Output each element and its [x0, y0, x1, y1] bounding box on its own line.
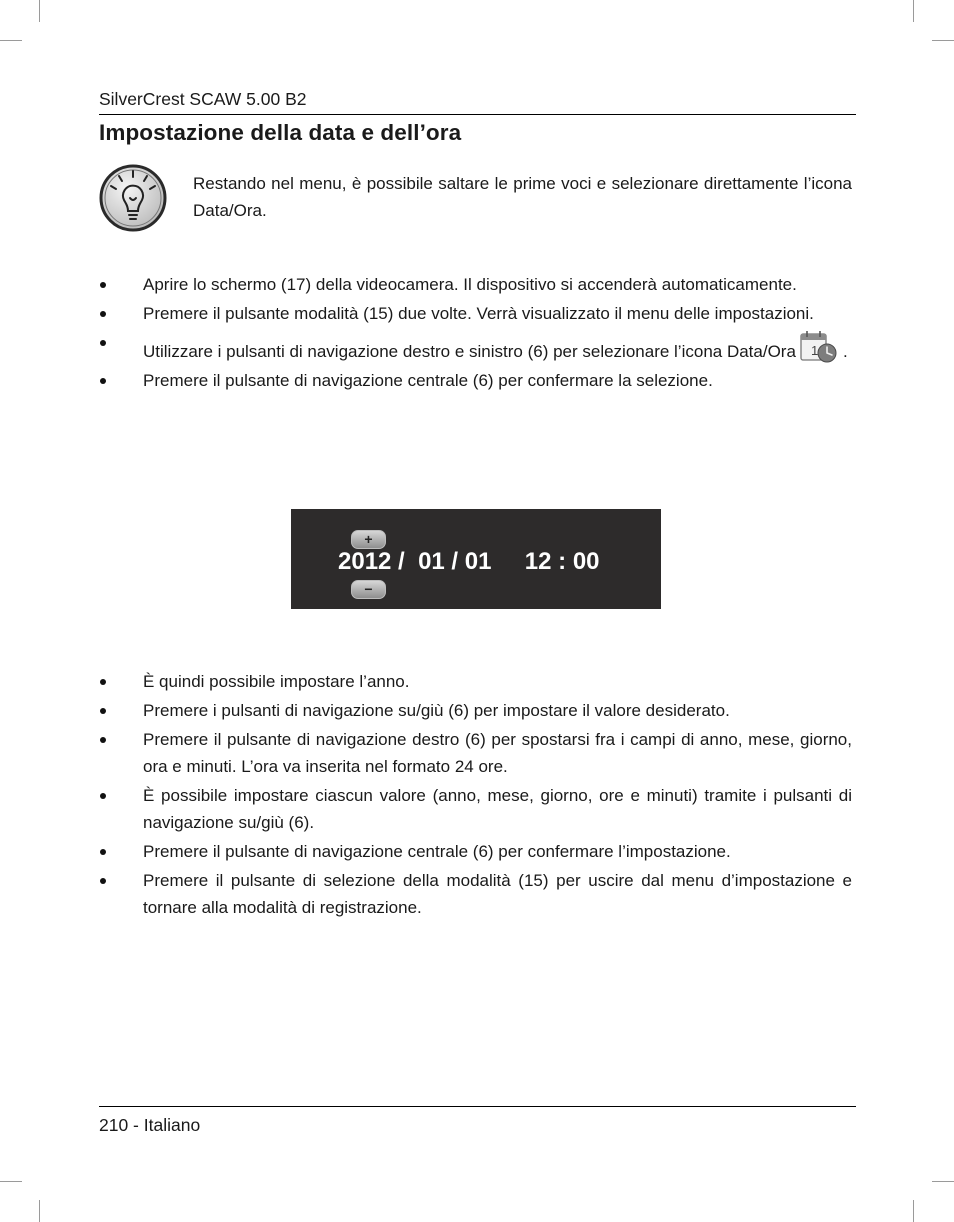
tip-text: Restando nel menu, è possibile saltare le prime voci e selezionare direttamente l’icona Data/Ora. — [193, 174, 852, 220]
list-item — [99, 300, 852, 327]
crop-mark — [0, 40, 22, 41]
list-item — [99, 782, 852, 836]
step-list — [99, 271, 852, 396]
list-item — [99, 271, 852, 298]
step-text: Premere il pulsante di navigazione centrale (6) per confermare la selezione. — [143, 371, 713, 390]
section-title: Impostazione della data e dell’ora — [99, 120, 462, 145]
list-item — [99, 697, 852, 724]
crop-mark — [39, 1200, 40, 1222]
step-text-suffix: . — [842, 342, 848, 361]
list-item — [99, 838, 852, 865]
list-item — [99, 726, 852, 780]
bullet-dot — [100, 737, 106, 743]
lightbulb-icon — [99, 164, 167, 232]
list-item — [99, 329, 852, 365]
bullet-dot — [100, 378, 106, 384]
list-item — [99, 668, 852, 695]
list-item — [99, 867, 852, 921]
crop-mark — [913, 0, 914, 22]
bullet-dot — [100, 849, 106, 855]
step-text: Premere il pulsante di navigazione centrale (6) per confermare l’impostazione. — [143, 842, 731, 861]
step-text: Premere il pulsante di selezione della modalità (15) per uscire dal menu d’impostazione e tornare alla modalità di registrazione. — [143, 871, 852, 917]
running-header: SilverCrest SCAW 5.00 B2 — [99, 86, 856, 115]
date-time-value: 2012 / 01 / 01 12 : 00 — [338, 548, 600, 575]
list-item — [99, 367, 852, 394]
footer-rule — [99, 1106, 856, 1107]
bullet-dot — [100, 340, 106, 346]
bullet-dot — [100, 679, 106, 685]
bullet-dot — [100, 311, 106, 317]
calendar-clock-icon — [799, 329, 839, 363]
bullet-dot — [100, 282, 106, 288]
date-time-display — [291, 509, 661, 609]
bullet-dot — [100, 793, 106, 799]
step-text: Premere il pulsante modalità (15) due volte. Verrà visualizzato il menu delle impostazioni. — [143, 304, 814, 323]
page-footer: 210 - Italiano — [99, 1115, 201, 1135]
crop-mark — [932, 1181, 954, 1182]
step-text: Premere il pulsante di navigazione destro (6) per spostarsi fra i campi di anno, mese, giorno, ora e minuti. L’ora va inserita nel formato 24 ore. — [143, 730, 852, 776]
step-text: È possibile impostare ciascun valore (anno, mese, giorno, ore e minuti) tramite i pulsanti di navigazione su/giù (6). — [143, 786, 852, 832]
crop-mark — [39, 0, 40, 22]
step-text: Aprire lo schermo (17) della videocamera. Il dispositivo si accenderà automaticamente. — [143, 275, 797, 294]
svg-text:1: 1 — [810, 343, 819, 358]
step-list — [99, 668, 852, 923]
decrease-button: − — [351, 580, 386, 599]
step-text: È quindi possibile impostare l’anno. — [143, 672, 410, 691]
bullet-dot — [100, 708, 106, 714]
crop-mark — [932, 40, 954, 41]
step-text: Utilizzare i pulsanti di navigazione destro e sinistro (6) per selezionare l’icona Data/Ora — [143, 342, 796, 361]
bullet-dot — [100, 878, 106, 884]
crop-mark — [0, 1181, 22, 1182]
crop-mark — [913, 1200, 914, 1222]
increase-button: + — [351, 530, 386, 549]
step-text: Premere i pulsanti di navigazione su/giù (6) per impostare il valore desiderato. — [143, 701, 730, 720]
